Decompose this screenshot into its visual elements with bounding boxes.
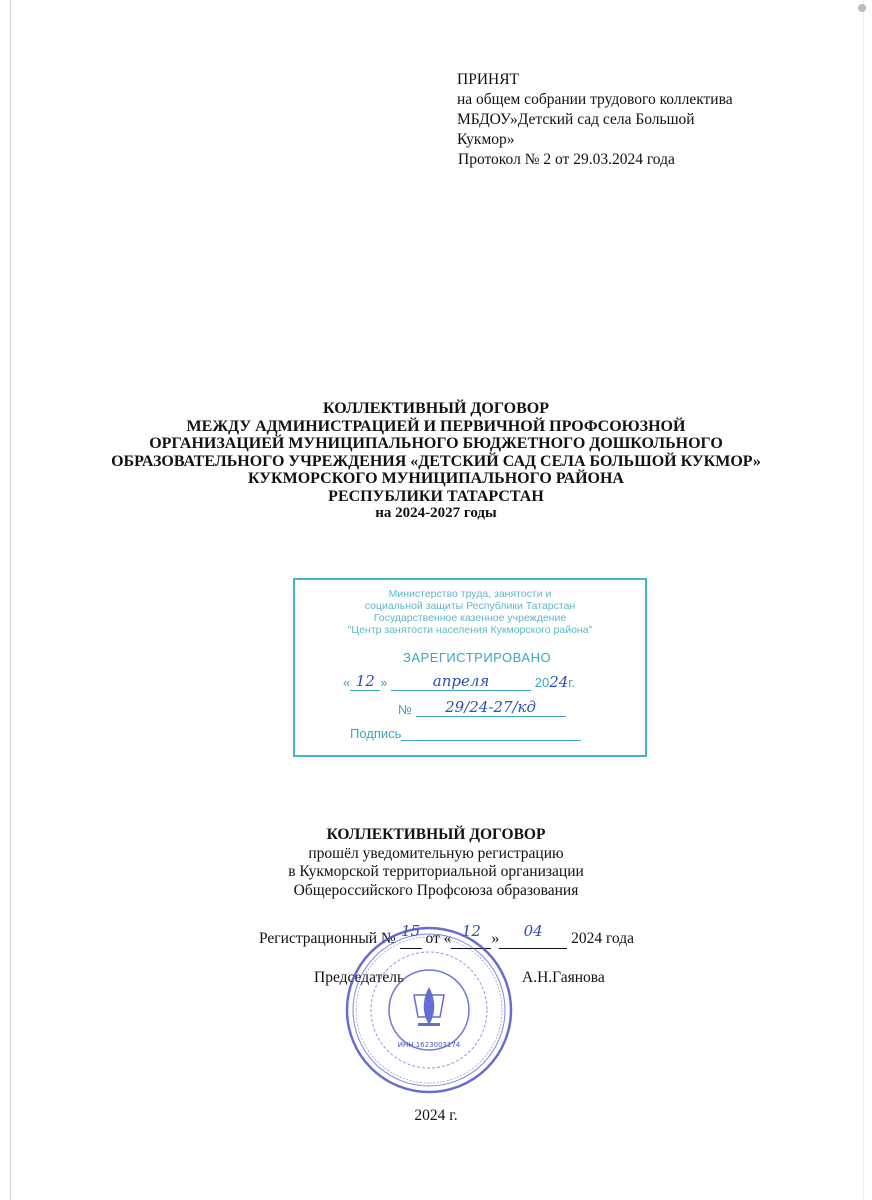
stamp-quote-close: »	[380, 675, 388, 690]
stamp-number-label: №	[398, 702, 412, 717]
approval-line: Кукмор»	[457, 131, 515, 148]
title-line: РЕСПУБЛИКИ ТАТАРСТАН	[328, 487, 544, 505]
stamp-number: 29/24-27/кд	[445, 698, 537, 716]
title-line: ОБРАЗОВАТЕЛЬНОГО УЧРЕЖДЕНИЯ «ДЕТСКИЙ САД СЕЛА БОЛЬШОЙ КУКМОР»	[111, 452, 761, 470]
stamp-date	[343, 672, 575, 691]
notice-line: прошёл уведомительную регистрацию	[308, 844, 564, 862]
stamp-month: апреля	[432, 672, 490, 690]
stamp-day: 12	[355, 672, 375, 690]
scan-mark	[858, 4, 866, 12]
title-line: МЕЖДУ АДМИНИСТРАЦИЕЙ И ПЕРВИЧНОЙ ПРОФСОЮЗНОЙ	[186, 417, 686, 435]
chair-label: Председатель	[314, 969, 405, 986]
stamp-organization	[295, 588, 645, 636]
notice-line: Общероссийского Профсоюза образования	[293, 881, 579, 899]
notice-heading: КОЛЛЕКТИВНЫЙ ДОГОВОР	[326, 826, 546, 843]
registration-month: 04	[523, 922, 543, 940]
approval-line: на общем собрании трудового коллектива	[457, 91, 733, 108]
registration-stamp	[293, 578, 647, 757]
stamp-org-line: "Центр занятости населения Кукморского района"	[347, 624, 593, 636]
stamp-quote-open: «	[343, 675, 351, 690]
stamp-org-line: Министерство труда, занятости и	[388, 588, 552, 600]
union-round-seal	[344, 925, 514, 1095]
stamp-year: 24	[549, 673, 569, 691]
notice-line: в Кукморской территориальной организации	[288, 863, 584, 880]
approval-protocol: Протокол № 2 от 29.03.2024 года	[458, 151, 675, 168]
stamp-year-prefix: 20	[534, 675, 550, 690]
registration-year: 2024 года	[571, 930, 634, 947]
stamp-number-field	[416, 698, 566, 717]
page-edge-right	[863, 0, 864, 1200]
approval-block	[457, 70, 787, 170]
title-years: на 2024-2027 годы	[375, 505, 497, 521]
footer-year: 2024 г.	[414, 1107, 458, 1124]
registration-day: 12	[461, 922, 481, 940]
stamp-signature-label: Подпись	[350, 726, 402, 741]
stamp-day-field	[350, 672, 380, 691]
title-line: КУКМОРСКОГО МУНИЦИПАЛЬНОГО РАЙОНА	[248, 470, 624, 487]
stamp-registered-label: ЗАРЕГИСТРИРОВАНО	[403, 650, 552, 665]
document-title	[0, 400, 872, 523]
stamp-month-field	[391, 672, 531, 691]
page-edge	[10, 0, 11, 1200]
registration-close: »	[491, 930, 500, 947]
approval-line: МБДОУ»Детский сад села Большой	[457, 111, 695, 128]
stamp-year-suffix: г.	[568, 675, 576, 690]
title-line: ОРГАНИЗАЦИЕЙ МУНИЦИПАЛЬНОГО БЮДЖЕТНОГО ДОШКОЛЬНОГО	[149, 435, 723, 452]
registration-label: Регистрационный №	[259, 930, 396, 947]
stamp-number-row	[398, 698, 566, 717]
registration-notice	[0, 826, 872, 900]
stamp-org-line: Государственное казенное учреждение	[373, 612, 567, 624]
approval-heading: ПРИНЯТ	[457, 71, 520, 88]
seal-inn: ИНН 1623003174	[397, 1041, 461, 1049]
chair-name: А.Н.Гаянова	[522, 969, 605, 986]
registration-from: от «	[425, 930, 452, 947]
stamp-signature-row	[350, 726, 581, 741]
stamp-org-line: социальной защиты Республики Татарстан	[364, 600, 576, 612]
title-line: КОЛЛЕКТИВНЫЙ ДОГОВОР	[323, 400, 549, 417]
registration-number: 15	[401, 922, 421, 940]
stamp-signature-field	[401, 740, 581, 741]
